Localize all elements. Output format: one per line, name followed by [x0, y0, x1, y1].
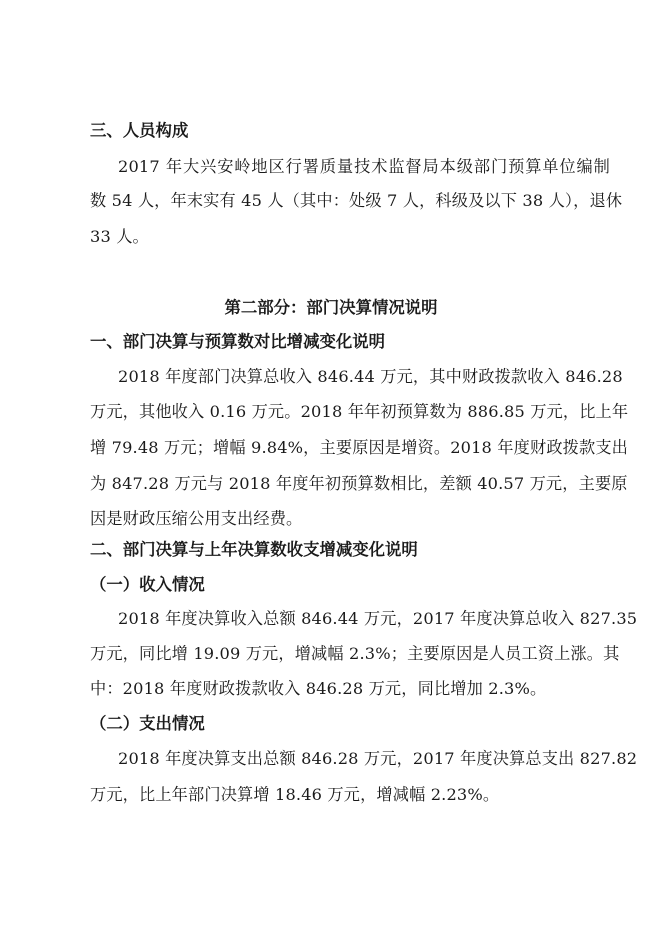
paragraph-line: 增 79.48 万元；增幅 9.84%，主要原因是增资。2018 年度财政拨款支出: [90, 438, 629, 457]
subheading-income: （一）收入情况: [90, 575, 205, 594]
subheading-expenditure: （二）支出情况: [90, 714, 205, 733]
paragraph-line: 万元，比上年部门决算增 18.46 万元，增减幅 2.23%。: [90, 785, 500, 804]
paragraph-line: 为 847.28 万元与 2018 年度年初预算数相比，差额 40.57 万元，主要原: [90, 474, 628, 493]
paragraph-line: 2018 年度决算支出总额 846.28 万元，2017 年度决算总支出 827.82: [118, 749, 638, 768]
paragraph-line: 2018 年度部门决算总收入 846.44 万元，其中财政拨款收入 846.28: [118, 367, 623, 386]
paragraph-line: 万元，同比增 19.09 万元，增减幅 2.3%；主要原因是人员工资上涨。其: [90, 644, 620, 663]
paragraph-line: 中：2018 年度财政拨款收入 846.28 万元，同比增加 2.3%。: [90, 679, 547, 698]
paragraph-line: 万元，其他收入 0.16 万元。2018 年年初预算数为 886.85 万元，比上年: [90, 402, 629, 421]
section-heading-year-comparison: 二、部门决算与上年决算数收支增减变化说明: [90, 540, 418, 559]
section-heading-personnel: 三、人员构成: [90, 121, 189, 140]
paragraph-line: 33 人。: [90, 227, 149, 246]
paragraph-line: 因是财政压缩公用支出经费。: [90, 509, 303, 528]
paragraph-line: 2018 年度决算收入总额 846.44 万元，2017 年度决算总收入 827.35: [118, 609, 638, 628]
part-title: 第二部分：部门决算情况说明: [224, 298, 438, 317]
section-heading-budget-comparison: 一、部门决算与预算数对比增减变化说明: [90, 332, 386, 351]
paragraph-line: 数 54 人，年末实有 45 人（其中：处级 7 人，科级及以下 38 人），退休: [90, 191, 623, 210]
paragraph-line: 2017 年大兴安岭地区行署质量技术监督局本级部门预算单位编制: [118, 157, 610, 176]
